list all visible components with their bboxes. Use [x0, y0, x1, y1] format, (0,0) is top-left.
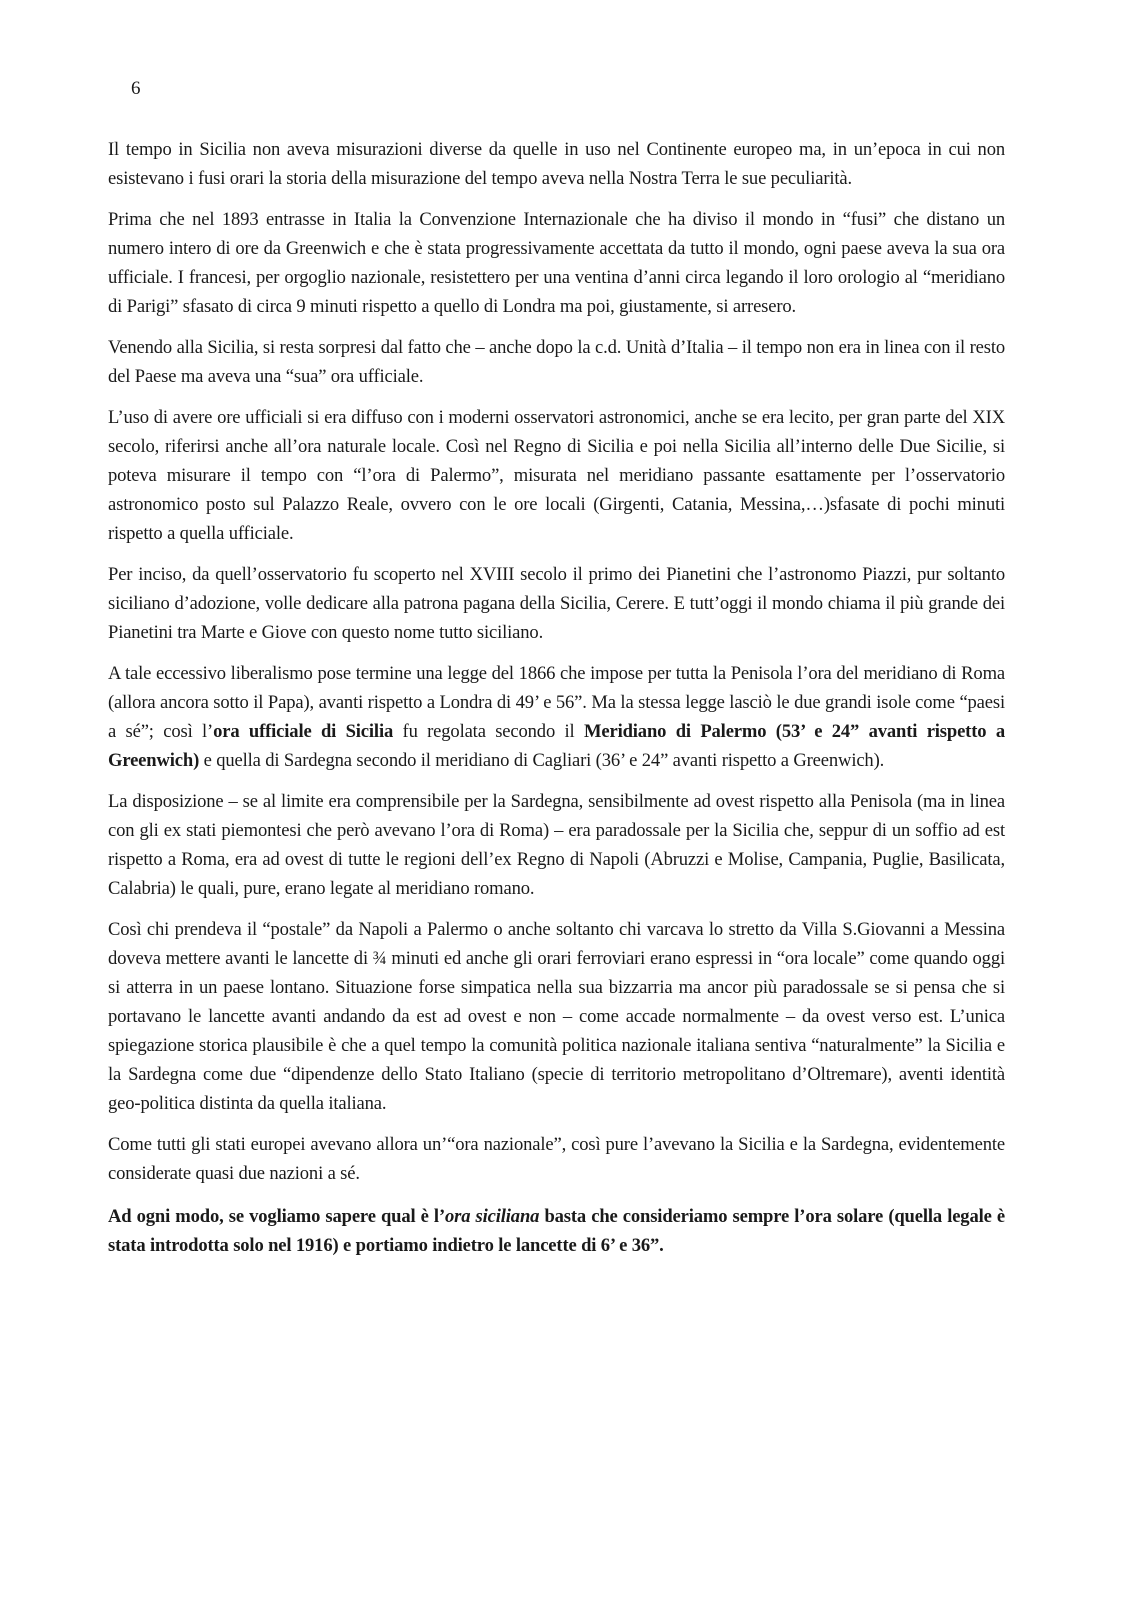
page-number: 6 — [131, 78, 141, 99]
text-run: basta che consideriamo sempre l’ora solare (quella legale è stata introdotta solo nel 1916) e portiamo indietro le lancette di 6’ e 36”. — [108, 1206, 1005, 1256]
paragraph-convenzione-1893: Prima che nel 1893 entrasse in Italia la Convenzione Internazionale che ha diviso il mondo in “fusi” che distano un numero intero di ore da Greenwich e che è stata progressivamente accettata da tutto il mondo, ogni paese aveva la sua ora ufficiale. I francesi, per orgoglio nazionale, resistettero per una ventina d’anni circa legando il loro orologio al “meridiano di Parigi” sfasato di circa 9 minuti rispetto a quello di Londra ma poi, giustamente, si arresero. — [108, 209, 1005, 317]
document-body — [108, 135, 1005, 1272]
paragraph-ora-nazionale: Come tutti gli stati europei avevano allora un’“ora nazionale”, così pure l’avevano la Sicilia e la Sardegna, evidentemente considerate quasi due nazioni a sé. — [108, 1134, 1005, 1184]
paragraph-ore-ufficiali: L’uso di avere ore ufficiali si era diffuso con i moderni osservatori astronomici, anche se era lecito, per gran parte del XIX secolo, riferirsi anche all’ora naturale locale. Così nel Regno di Sicilia e poi nella Sicilia all’interno delle Due Sicilie, si poteva misurare il tempo con “l’ora di Palermo”, misurata nel meridiano passante esattamente per l’osservatorio astronomico posto sul Palazzo Reale, ovvero con le ore locali (Girgenti, Catania, Messina,…)sfasate di pochi minuti rispetto a quella ufficiale. — [108, 407, 1005, 544]
text-run: fu regolata secondo il — [393, 721, 584, 742]
text-run: A tale eccessivo liberalismo pose termine una legge del 1866 che impose per tutta la Penisola l’ora del meridiano di Roma (allora ancora sotto il Papa), avanti rispetto a Londra di 49’ e 56”. Ma la stessa legge lasciò le due grandi isole come “paesi a sé”; così l’ — [108, 663, 1005, 742]
paragraph-intro: Il tempo in Sicilia non aveva misurazioni diverse da quelle in uso nel Continente europeo ma, in un’epoca in cui non esistevano i fusi orari la storia della misurazione del tempo aveva nella Nostra Terra le sue peculiarità. — [108, 139, 1005, 189]
text-run: Ad ogni modo, se vogliamo sapere qual è l’ — [108, 1206, 445, 1227]
paragraph-venendo-alla-sicilia: Venendo alla Sicilia, si resta sorpresi dal fatto che – anche dopo la c.d. Unità d’Italia – il tempo non era in linea con il resto del Paese ma aveva una “sua” ora ufficiale. — [108, 337, 1005, 387]
bold-run-meridiano-palermo: Meridiano di Palermo (53’ e 24” avanti rispetto a Greenwich) — [108, 721, 1005, 771]
paragraph-per-inciso: Per inciso, da quell’osservatorio fu scoperto nel XVIII secolo il primo dei Pianetini che l’astronomo Piazzi, pur soltanto siciliano d’adozione, volle dedicare alla patrona pagana della Sicilia, Cerere. E tutt’oggi il mondo chiama il più grande dei Pianetini tra Marte e Giove con questo nome tutto siciliano. — [108, 564, 1005, 643]
paragraph-legge-1866 — [108, 659, 1005, 775]
text-run: e quella di Sardegna secondo il meridiano di Cagliari (36’ e 24” avanti rispetto a Greenwich). — [199, 750, 885, 771]
paragraph-postale: Così chi prendeva il “postale” da Napoli a Palermo o anche soltanto chi varcava lo stretto da Villa S.Giovanni a Messina doveva mettere avanti le lancette di ¾ minuti ed anche gli orari ferroviari erano espressi in “ora locale” come quando oggi si atterra in un paese lontano. Situazione forse simpatica nella sua bizzarria ma ancor più paradossale se si pensa che si portavano le lancette avanti andando da est ad ovest e non – come accade normalmente – da ovest verso est. L’unica spiegazione storica plausibile è che a quel tempo la comunità politica nazionale italiana sentiva “naturalmente” la Sicilia e la Sardegna come due “dipendenze dello Stato Italiano (specie di territorio metropolitano d’Oltremare), aventi identità geo-politica distinta da quella italiana. — [108, 919, 1005, 1114]
paragraph-disposizione: La disposizione – se al limite era comprensibile per la Sardegna, sensibilmente ad ovest rispetto alla Penisola (ma in linea con gli ex stati piemontesi che però avevano l’ora di Roma) – era paradossale per la Sicilia che, seppur di un soffio ad est rispetto a Roma, era ad ovest di tutte le regioni dell’ex Regno di Napoli (Abruzzi e Molise, Campania, Puglie, Basilicata, Calabria) le quali, pure, erano legate al meridiano romano. — [108, 791, 1005, 899]
italic-run-ora-siciliana: ora siciliana — [445, 1206, 540, 1227]
paragraph-conclusion — [108, 1202, 1005, 1260]
bold-run-ora-ufficiale: ora ufficiale di Sicilia — [213, 721, 394, 742]
